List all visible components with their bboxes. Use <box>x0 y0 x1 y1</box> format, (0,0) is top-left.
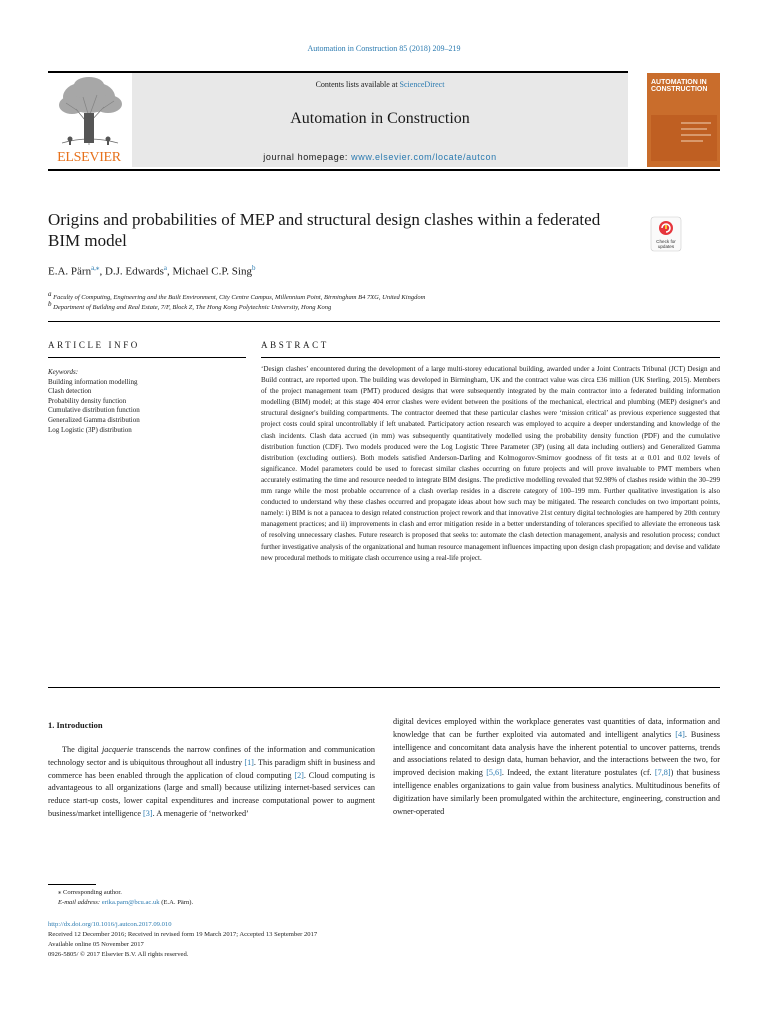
abstract-text: ‘Design clashes’ encountered during the development of a large multi-storey educational building, awarded under a Joint Contracts Tribunal (JCT) Design and Build contract, are reported upon. The building was developed in Birmingham, UK and the contract value was circa £36 million (UK Sterling, 2015). Members of the project management team (PMT) produced designs that were subsequently integrated by the main contractor into a federated building information modelling (BIM) model; at this stage 404 error clashes were evident between the positions of the mechanical, electrical and plumbing (MEP) designer's and structural designer's building compartments. The contractor deemed that these particular clashes were ‘mission critical’ as previous experience suggested that project costs could spiral uncontrollably if left unabated. Participatory action research was employed to acquire a deeper understanding and knowledge of the clash incidents. Clash data accrued (in mm) was subsequently quantitatively modelled using the probability density function (PDF) and the cumulative distribution function (CDF). Two models produced were the Log Logistic Three Parameter (3P) (using all data including outliers) and Generalized Gamma distribution (excluding outliers). Both models satisfied Anderson-Darling and Kolmogorov-Smirnov goodness of fit tests at α 0.01 and 0.02 levels of significance. Model parameters could be used to forecast similar clashes occurring on future projects and will prove invaluable to PMT members when accurately estimating the time and resource needed to integrate BIM designs. The predictive modelling revealed that 92.98% of clashes reside within the 30–299 mm range while the most probable occurrence of a clash overlap resides in a discrete category of 100–199 mm. Further qualitative investigation is also conducted to understand why these clashes occurred and propagate ideas about how such may be mitigated. The research concludes on two important points, namely: i) BIM is not a panacea to design related construction project rework and that innovative 21st century digital technologies are hampered by 20th century management practices; and ii) improvements in clash and error mitigation reside in a better understanding of tolerances specified to alleviate the erroneous task of resolving unnecessary clashes. Future research is proposed that seeks to: automate the clash detection management, analysis and resolution process; conduct further investigative analysis of the organizational and human resource management influences impacting upon design clash propagation; and devise and validate new procedural methods to mitigate clash occurrence using a real-life project. <box>261 365 720 562</box>
journal-title: Automation in Construction <box>290 110 470 127</box>
article-title: Origins and probabilities of MEP and structural design clashes within a federated BIM model <box>48 210 601 250</box>
keyword-item: Building information modelling <box>48 377 138 386</box>
body-text: . A menagerie of ‘networked’ <box>152 808 249 818</box>
email-suffix: (E.A. Pärn). <box>161 899 194 906</box>
homepage-prefix: journal homepage: <box>263 152 349 162</box>
citation-link[interactable]: [1] <box>244 757 254 767</box>
elsevier-wordmark: ELSEVIER <box>57 150 121 165</box>
corresponding-author-footnote <box>58 888 193 908</box>
cover-panel <box>651 115 717 161</box>
body-text: ) that business intelligence enables organizations to gain value from business analytics. Multitudinous benefits of digitization have similarly been promulgated within the architecture, engineering, construction and owner-operated <box>393 768 720 816</box>
author-affiliation-mark[interactable]: a,⁎ <box>91 264 100 272</box>
cover-title: AUTOMATION IN CONSTRUCTION <box>651 79 708 93</box>
body-text: . This paradigm shift in business and commerce has been enabled through the application of cloud computing <box>48 757 375 780</box>
author-affiliation-mark[interactable]: a <box>163 264 168 272</box>
keywords-block <box>48 368 246 435</box>
citation-link[interactable]: [4] <box>675 729 685 739</box>
journal-reference[interactable]: Automation in Construction 85 (2018) 209–219 <box>307 44 461 53</box>
intro-left-column <box>48 744 375 821</box>
check-for-updates-badge[interactable] <box>647 215 685 253</box>
intro-right-column <box>393 716 720 818</box>
body-text: . Business intelligence and concomitant data analysis have the inherent potential to uncover patterns, trends and associations related to design data, human behavior, and the interactions between the two, for improved decision making <box>393 729 720 778</box>
citation-link[interactable]: [3] <box>143 808 153 818</box>
article-info-rule <box>48 357 246 358</box>
contents-prefix: Contents lists available at <box>315 80 398 89</box>
keyword-item: Probability density function <box>48 396 127 405</box>
abstract-rule <box>261 357 720 358</box>
received-dates: Received 12 December 2016; Received in revised form 19 March 2017; Accepted 13 September 2017 <box>48 931 318 938</box>
body-text: . Cloud computing is advantageous to all organizations (large and small) because utilizing internet-based services can reduce start-up costs, lower capital expenditures and increase computational power to augment business/market intelligence <box>48 770 375 818</box>
emphasized-text: jacquerie <box>101 745 133 754</box>
affiliation-rule <box>48 321 720 322</box>
body-text: digital devices employed within the workplace generates vast quantities of data, information and knowledge that can be further exploited via automated and intelligent analytics <box>393 717 720 739</box>
affiliation-text: Faculty of Computing, Engineering and the Built Environment, City Centre Campus, Millennium Point, Birmingham B4 7XG, United Kingdom <box>53 294 426 302</box>
doi-link[interactable]: http://dx.doi.org/10.1016/j.autcon.2017.09.010 <box>48 921 172 928</box>
affiliation-text: Department of Building and Real Estate, 7/F, Block Z, The Hong Kong Polytechnic University, Hong Kong <box>53 304 332 312</box>
introduction-heading: 1. Introduction <box>48 720 103 730</box>
author-name: Michael C.P. Sing <box>172 265 252 278</box>
homepage-link[interactable]: www.elsevier.com/locate/autcon <box>351 152 497 162</box>
keywords-label: Keywords: <box>48 368 79 376</box>
body-text: transcends the narrow confines of the information and communication technology sector and is ubiquitous throughout all industry <box>48 745 375 767</box>
affiliation-b <box>48 300 331 311</box>
citation-link[interactable]: [7,8] <box>654 768 671 778</box>
corresponding-author-note: ⁎ Corresponding author. <box>58 889 122 896</box>
body-text: . Indeed, the extant literature postulates (cf. <box>501 768 655 778</box>
affiliation-key: b <box>48 300 52 308</box>
journal-cover-thumbnail[interactable] <box>647 73 720 167</box>
keyword-item: Clash detection <box>48 387 92 396</box>
keyword-item: Generalized Gamma distribution <box>48 415 140 424</box>
author-name: E.A. Pärn <box>48 265 92 278</box>
body-text: The digital <box>62 745 102 754</box>
article-info-heading: ARTICLE INFO <box>48 340 140 350</box>
author-name: D.J. Edwards <box>104 265 164 278</box>
email-link[interactable]: erika.parn@bcu.ac.uk <box>101 899 160 906</box>
abstract-heading: ABSTRACT <box>261 340 329 350</box>
affiliation-key: a <box>48 290 52 298</box>
check-updates-label: Check for updates <box>656 239 676 249</box>
footnote-rule <box>48 884 96 885</box>
sciencedirect-link[interactable]: ScienceDirect <box>399 80 445 89</box>
contents-line <box>132 80 628 89</box>
email-label: E-mail address: <box>58 899 101 906</box>
citation-link[interactable]: [2] <box>294 770 304 780</box>
author-affiliation-mark[interactable]: b <box>251 264 256 272</box>
publication-info <box>48 920 317 960</box>
header-bottom-rule <box>48 169 720 171</box>
online-date: Available online 05 November 2017 <box>48 941 144 948</box>
homepage-line <box>132 152 628 162</box>
author-list: E.A. Pärn$^{a,⁎}$, D.J. Edwards$^a$, Michael C.P. Sing$^b$ <box>48 264 256 278</box>
abstract-bottom-rule <box>48 687 720 688</box>
citation-link[interactable]: [5,6] <box>486 768 502 778</box>
copyright-line: 0926-5805/ © 2017 Elsevier B.V. All rights reserved. <box>48 951 189 958</box>
keyword-item: Cumulative distribution function <box>48 406 140 415</box>
keyword-item: Log Logistic (3P) distribution <box>48 425 132 434</box>
